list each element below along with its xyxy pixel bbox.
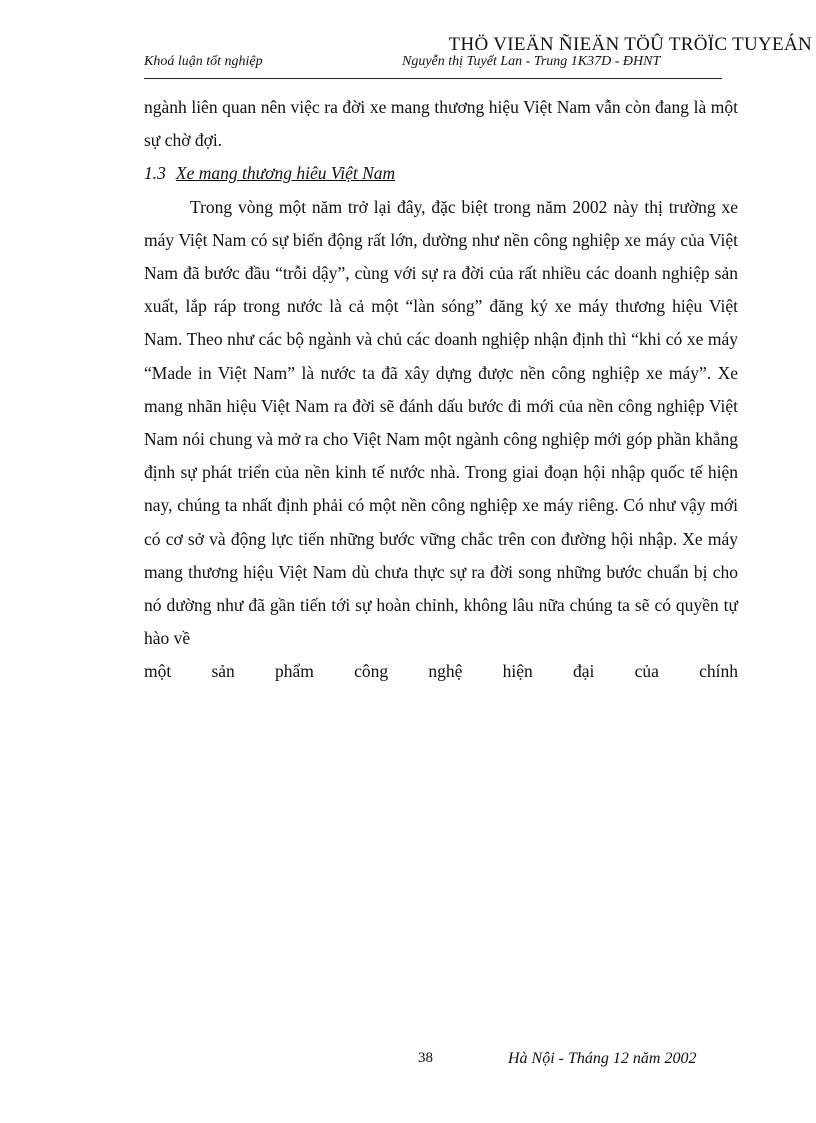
header-author: Nguyễn thị Tuyết Lan - Trung 1K37D - ĐHNT xyxy=(402,54,661,69)
last-line-word: sản xyxy=(211,661,235,682)
page-content xyxy=(144,91,738,689)
last-line-word: đại xyxy=(572,661,595,682)
last-line-word: công xyxy=(354,661,389,682)
header-left-title: Khoá luận tốt nghiệp xyxy=(144,54,263,69)
footer-date: Hà Nội - Tháng 12 năm 2002 xyxy=(508,1050,697,1067)
watermark-text: THÖ VIEÄN ÑIEÄN TÖÛ TRÖÏC TUYEÁN xyxy=(448,34,812,55)
section-title: Xe mang thương hiêu Việt Nam xyxy=(175,163,396,184)
section-number: 1.3 xyxy=(144,163,166,184)
last-line-word: một xyxy=(144,661,172,682)
last-line-word: nghệ xyxy=(428,661,463,682)
body-paragraph: Trong vòng một năm trở lại đây, đặc biệt trong năm 2002 này thị trường xe máy Việt Nam có sự biến động rất lớn, dường như nền công nghiệp xe máy của Việt Nam đã bước đầu “trỗi dậy”, cùng với sự ra đời của rất nhiều các doanh nghiệp sản xuất, lắp ráp trong nước là cả một “làn sóng” đăng ký xe máy thương hiệu Việt Nam. Theo như các bộ ngành và chủ các doanh nghiệp nhận định thì “khi có xe máy “Made in Việt Nam” là nước ta đã xây dựng được nền công nghiệp xe máy”. Xe mang nhãn hiệu Việt Nam ra đời sẽ đánh dấu bước đi mới của nền công nghiệp Việt Nam nói chung và mở ra cho Việt Nam một ngành công nghiệp mới góp phần khẳng định sự phát triển của nền kinh tế nước nhà. Trong giai đoạn hội nhập quốc tế hiện nay, chúng ta nhất định phải có một nền công nghiệp xe máy riêng. Có như vậy mới có cơ sở và động lực tiến những bước vững chắc trên con đường hội nhập. Xe máy mang thương hiệu Việt Nam dù chưa thực sự ra đời song những bước chuẩn bị cho nó dường như đã gần tiến tới sự hoàn chỉnh, không lâu nữa chúng ta sẽ có quyền tự hào về xyxy=(144,196,738,649)
last-line-word: chính xyxy=(699,661,738,682)
intro-paragraph: ngành liên quan nên việc ra đời xe mang thương hiệu Việt Nam vẫn còn đang là một sự chờ đợi. xyxy=(144,97,738,151)
page-header xyxy=(144,54,722,79)
page-number: 38 xyxy=(418,1050,433,1066)
last-line-word: hiện xyxy=(502,661,533,682)
section-heading xyxy=(144,157,738,190)
last-line-word: phẩm xyxy=(275,661,314,682)
last-line-word: của xyxy=(634,661,659,682)
last-line xyxy=(144,655,738,688)
